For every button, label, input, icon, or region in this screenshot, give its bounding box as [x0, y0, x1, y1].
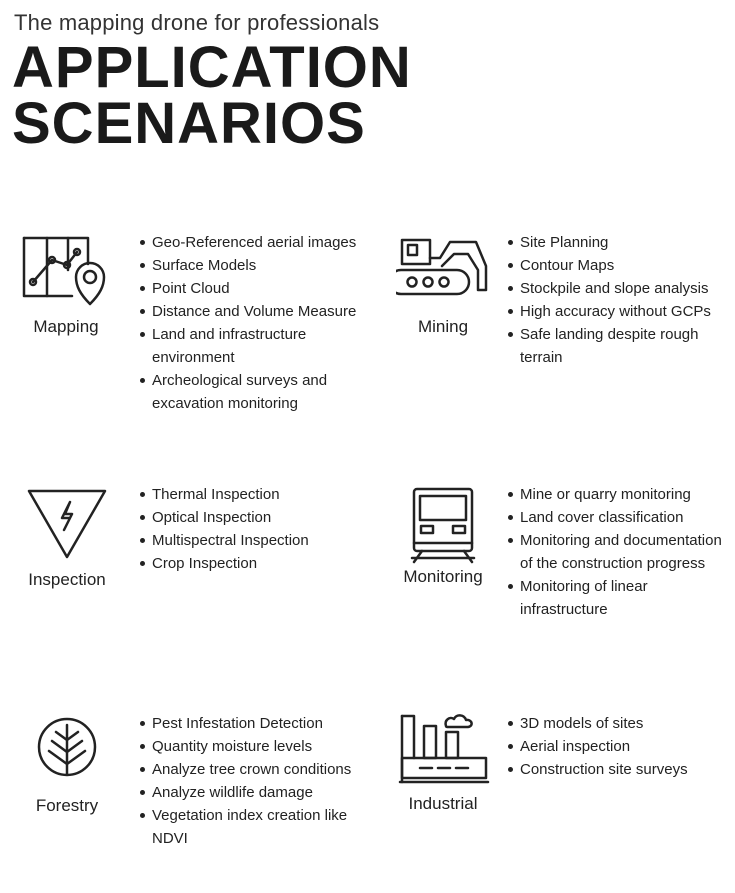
scenario-bullet-list [138, 712, 366, 850]
list-item: Contour Maps [506, 254, 734, 277]
warning-lightning-icon [26, 488, 108, 560]
scenario-bullet-list [506, 712, 734, 781]
list-item: Geo-Referenced aerial images [138, 231, 366, 254]
list-item: Pest Infestation Detection [138, 712, 366, 735]
list-item: Mine or quarry monitoring [506, 483, 734, 506]
factory-icon [398, 712, 490, 786]
list-item: Aerial inspection [506, 735, 734, 758]
list-item: Multispectral Inspection [138, 529, 366, 552]
list-item: Analyze tree crown conditions [138, 758, 366, 781]
page-title [12, 35, 412, 156]
list-item: 3D models of sites [506, 712, 734, 735]
list-item: Surface Models [138, 254, 366, 277]
title-line-1: APPLICATION [12, 35, 412, 100]
list-item: Optical Inspection [138, 506, 366, 529]
list-item: Land and infrastructure environment [138, 323, 366, 369]
scenario-label: Mining [417, 317, 469, 336]
list-item: Construction site surveys [506, 758, 734, 781]
list-item: Site Planning [506, 231, 734, 254]
list-item: Distance and Volume Measure [138, 300, 366, 323]
list-item: Crop Inspection [138, 552, 366, 575]
list-item: Quantity moisture levels [138, 735, 366, 758]
list-item: Land cover classification [506, 506, 734, 529]
scenario-bullet-list [138, 231, 366, 415]
page-subtitle: The mapping drone for professionals [14, 10, 380, 35]
scenario-label: Inspection [28, 570, 106, 589]
scenario-bullet-list [138, 483, 366, 575]
list-item: Analyze wildlife damage [138, 781, 366, 804]
map-pin-icon [22, 236, 110, 308]
scenario-label: Monitoring [403, 567, 483, 586]
list-item: Vegetation index creation like NDVI [138, 804, 366, 850]
list-item: Monitoring of linear infrastructure [506, 575, 734, 621]
list-item: Stockpile and slope analysis [506, 277, 734, 300]
list-item: Point Cloud [138, 277, 366, 300]
list-item: Safe landing despite rough terrain [506, 323, 734, 369]
excavator-icon [396, 236, 492, 300]
scenario-bullet-list [506, 483, 734, 621]
list-item: Thermal Inspection [138, 483, 366, 506]
list-item: Monitoring and documentation of the construction progress [506, 529, 734, 575]
scenario-label: Industrial [408, 794, 478, 813]
scenario-bullet-list [506, 231, 734, 369]
train-icon [410, 486, 476, 568]
list-item: Archeological surveys and excavation monitoring [138, 369, 366, 415]
scenario-label: Mapping [33, 317, 99, 336]
list-item: High accuracy without GCPs [506, 300, 734, 323]
title-line-2: SCENARIOS [12, 91, 366, 156]
scenario-label: Forestry [35, 796, 99, 815]
leaf-icon [36, 716, 98, 778]
